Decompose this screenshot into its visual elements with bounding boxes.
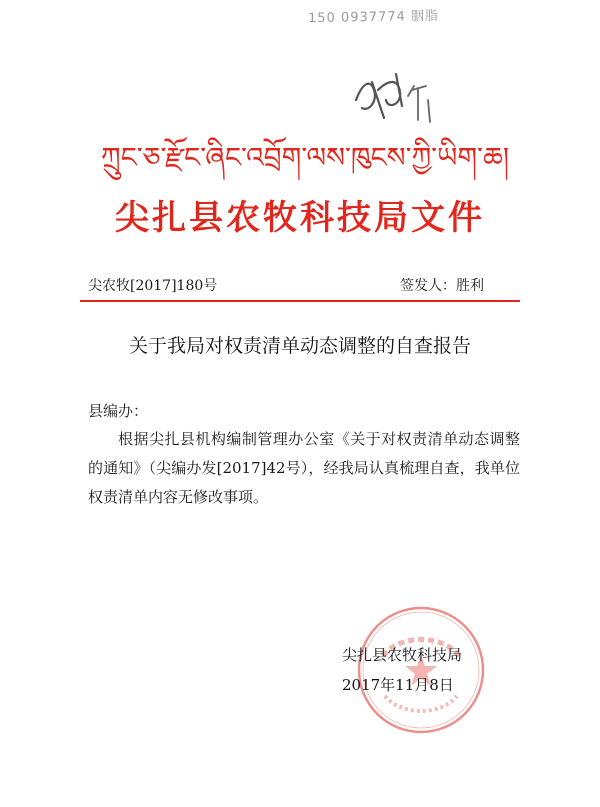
report-body: 根据尖扎县机构编制管理办公室《关于对权责清单动态调整的通知》（尖编办发[2017]42号），经我局认真梳理自查，我单位权责清单内容无修改事项。: [88, 430, 520, 506]
handwritten-signature-mark: [348, 60, 438, 128]
issuer-signer: 签发人：胜利: [400, 278, 484, 294]
header-divider: [80, 300, 520, 302]
recipient-line: 县编办：: [88, 402, 149, 420]
tibetan-header-title: ཀྲུང་ཅ་རྫོང་ཞིང་འབྲོག་ལས་ཁུངས་ཀྱི་ཡིག་ཆ།: [100, 141, 510, 174]
report-title: 关于我局对权责清单动态调整的自查报告: [128, 335, 471, 357]
official-seal-stamp: [355, 604, 487, 736]
document-number: 尖农牧[2017]180号: [88, 278, 218, 294]
handwritten-phone-note: 150 0937774 胭脂: [307, 8, 440, 27]
signoff-organization: 尖扎县农牧科技局: [342, 646, 463, 664]
signoff-date: 2017年11月8日: [342, 676, 454, 694]
document-header-title: 尖扎县农牧科技局文件: [115, 198, 485, 238]
